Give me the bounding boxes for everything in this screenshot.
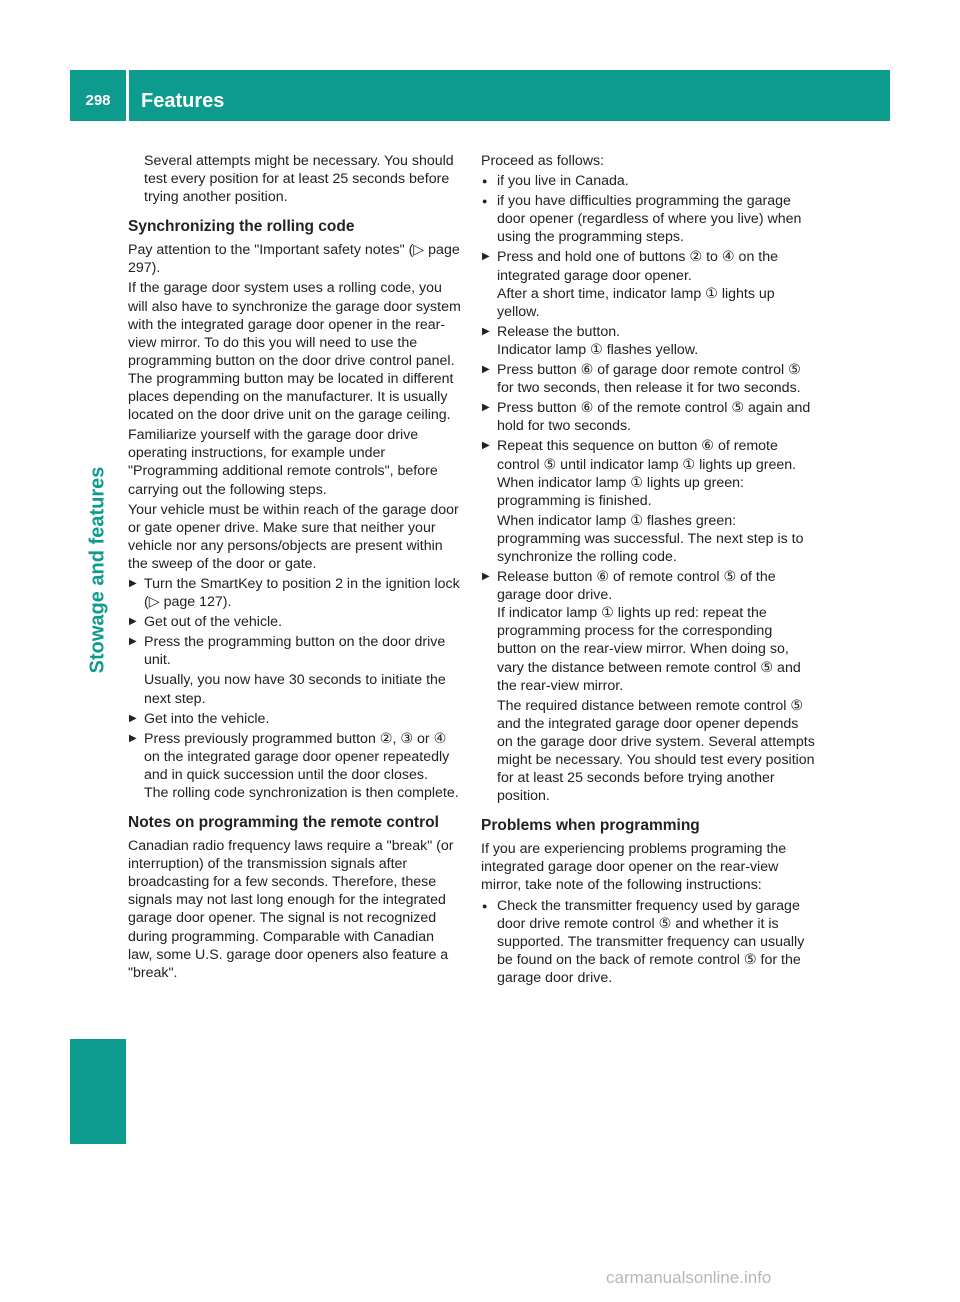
left-column — [128, 152, 462, 984]
header-divider — [126, 70, 129, 121]
step-note: The rolling code synchronization is then complete. — [144, 785, 459, 801]
section-heading-synchronizing: Synchronizing the rolling code — [128, 218, 355, 236]
step-note: When indicator lamp ① flashes green: programming was successful. The next step is to synchronize the rolling code. — [497, 512, 804, 565]
page-number: 298 — [85, 92, 111, 109]
page-title: Features — [141, 90, 225, 112]
bullet-item: ● if you live in Canada. — [481, 172, 815, 190]
step-item — [481, 568, 815, 805]
step-text: Press button ⑥ of garage door remote control ⑤ for two seconds, then release it for two seconds. — [497, 362, 801, 397]
paragraph: Canadian radio frequency laws require a "break" (or interruption) of the transmission signals after broadcasting for a few seconds. Therefore, these signals may not last long enough for the integrated garage door opener. The signal is not recognized during programming. Comparable with Canadian law, some U.S. garage door openers also feature a "break". — [128, 838, 454, 981]
step-text: Release the button. — [497, 323, 621, 340]
step-item — [481, 323, 815, 359]
step-item — [481, 361, 815, 397]
step-item — [481, 248, 815, 320]
paragraph: If you are experiencing problems programing the integrated garage door opener on the rear-view mirror, take note of the following instructions: — [481, 841, 787, 894]
step-item — [481, 437, 815, 566]
bullet-item: ● Check the transmitter frequency used by garage door drive remote control ⑤ and whether it is supported. The transmitter frequency can usually be found on the back of remote control ⑤ for the garage door drive. — [481, 897, 815, 987]
step-note: Usually, you now have 30 seconds to initiate the next step. — [144, 672, 446, 707]
section-heading-remote-notes: Notes on programming the remote control — [128, 814, 439, 832]
side-tab-label: Stowage and features — [86, 466, 109, 674]
step-list — [128, 575, 462, 802]
paragraph: If the garage door system uses a rolling code, you will also have to synchronize the garage door system with the integrated garage door opener in the rear-view mirror. To do this you will need to use the programming button on the door drive control panel. The programming button may be located in different places depending on the manufacturer. It is usually located on the door drive unit on the garage ceiling. — [128, 280, 461, 424]
intro-paragraph: Several attempts might be necessary. You should test every position for at least 25 seconds before trying another position. — [144, 153, 454, 206]
paragraph: Your vehicle must be within reach of the garage door or gate opener drive. Make sure that neither your vehicle nor any persons/objects are present within the sweep of the door or gate. — [128, 501, 459, 572]
step-text: Press the programming button on the door drive unit. — [144, 634, 446, 669]
bullet-list — [481, 172, 815, 246]
step-item — [128, 730, 462, 802]
step-list — [481, 248, 815, 805]
step-note: When indicator lamp ① lights up green: programming is finished. — [497, 474, 744, 509]
step-item — [128, 575, 462, 611]
bullet-item: ● if you have difficulties programming the garage door opener (regardless of where you live) when using the programming steps. — [481, 192, 815, 246]
right-column — [481, 152, 815, 989]
step-note: After a short time, indicator lamp ① lights up yellow. — [497, 285, 775, 320]
step-note: Indicator lamp ① flashes yellow. — [497, 341, 699, 358]
bullet-list — [481, 897, 815, 987]
step-text: Turn the SmartKey to position 2 in the ignition lock (▷ page 127). — [144, 575, 460, 611]
section-heading-problems: Problems when programming — [481, 817, 700, 835]
step-text: Release button ⑥ of remote control ⑤ of the garage door drive. — [497, 569, 776, 604]
paragraph: Pay attention to the "Important safety notes" (▷ page 297). — [128, 242, 460, 277]
step-item — [128, 613, 462, 631]
watermark-text: carmanualsonline.info — [606, 1268, 772, 1287]
step-note: If indicator lamp ① lights up red: repeat the programming process for the corresponding button on the rear-view mirror. When doing so, vary the distance between remote control ⑤ and the rear-view mirror. — [497, 605, 801, 694]
step-text: Repeat this sequence on button ⑥ of remote control ⑤ until indicator lamp ① lights up green. — [497, 438, 797, 473]
proceed-text: Proceed as follows: — [481, 153, 605, 169]
step-item — [128, 633, 462, 707]
step-text: Press button ⑥ of the remote control ⑤ again and hold for two seconds. — [497, 400, 811, 435]
step-note: The required distance between remote control ⑤ and the integrated garage door opener depends on the garage door drive system. Several attempts might be necessary. You should test every position for at least 25 seconds before trying another position. — [497, 697, 815, 805]
step-text: Get into the vehicle. — [144, 710, 270, 727]
paragraph: Familiarize yourself with the garage door drive operating instructions, for example under "Programming additional remote controls", before carrying out the following steps. — [128, 427, 438, 498]
step-text: Get out of the vehicle. — [144, 614, 283, 631]
step-text: Press and hold one of buttons ② to ④ on the integrated garage door opener. — [497, 249, 778, 284]
step-item — [128, 710, 462, 728]
step-item — [481, 399, 815, 435]
step-text: Press previously programmed button ②, ③ or ④ on the integrated garage door opener repeatedly and in quick succession until the door closes. — [144, 730, 450, 783]
